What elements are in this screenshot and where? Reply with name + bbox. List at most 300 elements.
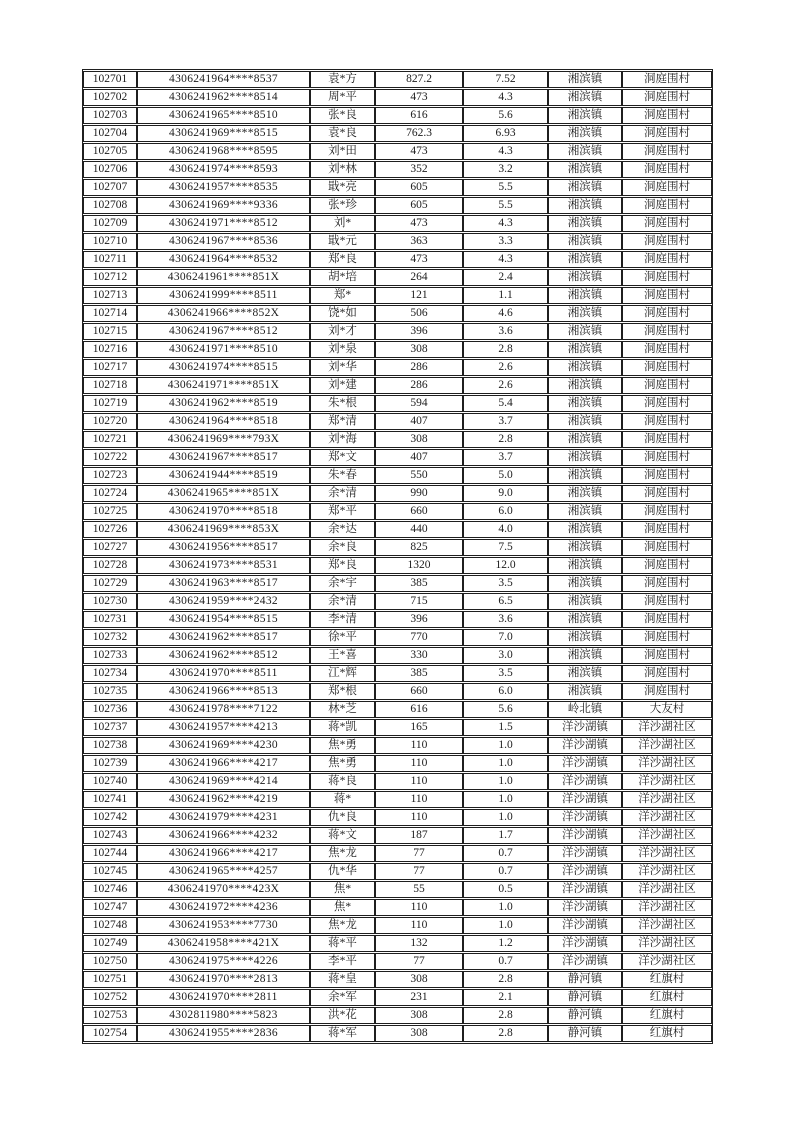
cell-id-number: 4306241953****7730	[137, 917, 310, 934]
cell-town: 湘滨镇	[548, 593, 622, 610]
cell-amount: 715	[375, 593, 463, 610]
cell-amount: 165	[375, 719, 463, 736]
cell-town: 湘滨镇	[548, 611, 622, 628]
cell-name: 焦*勇	[310, 737, 375, 754]
cell-id-number: 4306241970****2813	[137, 971, 310, 988]
cell-village: 洞庭围村	[622, 503, 712, 520]
cell-id-number: 4306241969****4214	[137, 773, 310, 790]
cell-name: 余*达	[310, 521, 375, 538]
cell-id-number: 4306241969****853X	[137, 521, 310, 538]
table-row	[83, 701, 712, 718]
cell-id-number: 4306241966****852X	[137, 305, 310, 322]
cell-town: 湘滨镇	[548, 359, 622, 376]
cell-name: 郑*文	[310, 449, 375, 466]
table-row	[83, 971, 712, 988]
cell-amount: 110	[375, 917, 463, 934]
cell-id-number: 4306241999****8511	[137, 287, 310, 304]
cell-id-number: 4306241978****7122	[137, 701, 310, 718]
cell-town: 湘滨镇	[548, 323, 622, 340]
cell-index: 102707	[83, 179, 137, 196]
cell-town: 湘滨镇	[548, 71, 622, 88]
cell-index: 102753	[83, 1007, 137, 1024]
cell-name: 洪*花	[310, 1007, 375, 1024]
cell-rate: 6.93	[463, 125, 548, 142]
cell-name: 蒋*平	[310, 935, 375, 952]
cell-village: 洞庭围村	[622, 539, 712, 556]
cell-village: 洞庭围村	[622, 179, 712, 196]
cell-village: 洞庭围村	[622, 323, 712, 340]
cell-town: 湘滨镇	[548, 683, 622, 700]
cell-index: 102743	[83, 827, 137, 844]
cell-name: 林*芝	[310, 701, 375, 718]
cell-id-number: 4306241969****8515	[137, 125, 310, 142]
cell-town: 湘滨镇	[548, 665, 622, 682]
cell-name: 刘*	[310, 215, 375, 232]
cell-village: 洞庭围村	[622, 233, 712, 250]
cell-index: 102711	[83, 251, 137, 268]
cell-id-number: 4306241971****8512	[137, 215, 310, 232]
cell-index: 102725	[83, 503, 137, 520]
cell-id-number: 4306241962****8514	[137, 89, 310, 106]
cell-town: 静河镇	[548, 989, 622, 1006]
cell-name: 刘*建	[310, 377, 375, 394]
cell-amount: 77	[375, 863, 463, 880]
cell-village: 洞庭围村	[622, 269, 712, 286]
table-row	[83, 881, 712, 898]
cell-id-number: 4306241974****8593	[137, 161, 310, 178]
cell-name: 焦*勇	[310, 755, 375, 772]
cell-id-number: 4306241962****8512	[137, 647, 310, 664]
cell-index: 102706	[83, 161, 137, 178]
cell-name: 蒋*凯	[310, 719, 375, 736]
cell-rate: 4.0	[463, 521, 548, 538]
cell-index: 102732	[83, 629, 137, 646]
cell-village: 洞庭围村	[622, 557, 712, 574]
cell-rate: 3.6	[463, 611, 548, 628]
cell-index: 102708	[83, 197, 137, 214]
cell-amount: 660	[375, 683, 463, 700]
cell-rate: 3.2	[463, 161, 548, 178]
cell-amount: 110	[375, 809, 463, 826]
cell-amount: 605	[375, 197, 463, 214]
cell-amount: 308	[375, 341, 463, 358]
table-row	[83, 863, 712, 880]
cell-amount: 396	[375, 323, 463, 340]
table-row	[83, 449, 712, 466]
cell-town: 洋沙湖镇	[548, 719, 622, 736]
table-row	[83, 161, 712, 178]
cell-town: 洋沙湖镇	[548, 899, 622, 916]
cell-rate: 2.1	[463, 989, 548, 1006]
cell-name: 蒋*良	[310, 773, 375, 790]
cell-rate: 1.2	[463, 935, 548, 952]
cell-amount: 616	[375, 701, 463, 718]
cell-name: 朱*春	[310, 467, 375, 484]
cell-rate: 9.0	[463, 485, 548, 502]
cell-town: 洋沙湖镇	[548, 845, 622, 862]
cell-village: 洞庭围村	[622, 575, 712, 592]
cell-amount: 308	[375, 431, 463, 448]
cell-name: 徐*平	[310, 629, 375, 646]
cell-id-number: 4306241966****8513	[137, 683, 310, 700]
cell-village: 洞庭围村	[622, 467, 712, 484]
cell-index: 102746	[83, 881, 137, 898]
cell-rate: 3.5	[463, 665, 548, 682]
cell-town: 洋沙湖镇	[548, 881, 622, 898]
cell-id-number: 4306241970****423X	[137, 881, 310, 898]
cell-town: 湘滨镇	[548, 413, 622, 430]
table-row	[83, 197, 712, 214]
cell-index: 102736	[83, 701, 137, 718]
cell-rate: 1.0	[463, 773, 548, 790]
cell-index: 102717	[83, 359, 137, 376]
cell-index: 102722	[83, 449, 137, 466]
cell-rate: 5.6	[463, 701, 548, 718]
table-row	[83, 341, 712, 358]
cell-town: 洋沙湖镇	[548, 953, 622, 970]
cell-village: 洞庭围村	[622, 413, 712, 430]
cell-town: 洋沙湖镇	[548, 917, 622, 934]
cell-rate: 5.5	[463, 179, 548, 196]
table-row	[83, 827, 712, 844]
table-row	[83, 791, 712, 808]
cell-id-number: 4306241969****9336	[137, 197, 310, 214]
table-body	[83, 71, 712, 1042]
cell-village: 洋沙湖社区	[622, 791, 712, 808]
cell-index: 102742	[83, 809, 137, 826]
cell-index: 102729	[83, 575, 137, 592]
cell-village: 洋沙湖社区	[622, 953, 712, 970]
cell-name: 刘*林	[310, 161, 375, 178]
cell-rate: 3.7	[463, 449, 548, 466]
beneficiary-data-table	[82, 69, 713, 1044]
cell-name: 李*平	[310, 953, 375, 970]
cell-town: 湘滨镇	[548, 197, 622, 214]
table-row	[83, 1025, 712, 1042]
cell-rate: 12.0	[463, 557, 548, 574]
cell-id-number: 4306241954****8515	[137, 611, 310, 628]
cell-rate: 2.8	[463, 341, 548, 358]
cell-town: 湘滨镇	[548, 215, 622, 232]
cell-name: 焦*	[310, 881, 375, 898]
cell-name: 余*军	[310, 989, 375, 1006]
cell-village: 洞庭围村	[622, 449, 712, 466]
cell-index: 102731	[83, 611, 137, 628]
cell-id-number: 4306241965****851X	[137, 485, 310, 502]
cell-amount: 286	[375, 359, 463, 376]
cell-town: 静河镇	[548, 971, 622, 988]
table-row	[83, 755, 712, 772]
cell-index: 102718	[83, 377, 137, 394]
cell-amount: 770	[375, 629, 463, 646]
cell-index: 102738	[83, 737, 137, 754]
cell-town: 湘滨镇	[548, 485, 622, 502]
cell-name: 郑*根	[310, 683, 375, 700]
cell-village: 洋沙湖社区	[622, 881, 712, 898]
cell-amount: 762.3	[375, 125, 463, 142]
cell-village: 洞庭围村	[622, 305, 712, 322]
table-row	[83, 719, 712, 736]
cell-village: 洞庭围村	[622, 197, 712, 214]
cell-id-number: 4306241968****8595	[137, 143, 310, 160]
cell-index: 102752	[83, 989, 137, 1006]
cell-index: 102713	[83, 287, 137, 304]
cell-id-number: 4306241956****8517	[137, 539, 310, 556]
cell-id-number: 4306241964****8537	[137, 71, 310, 88]
table-row	[83, 305, 712, 322]
cell-name: 袁*方	[310, 71, 375, 88]
cell-rate: 0.7	[463, 953, 548, 970]
cell-index: 102719	[83, 395, 137, 412]
cell-village: 大友村	[622, 701, 712, 718]
cell-index: 102749	[83, 935, 137, 952]
cell-town: 湘滨镇	[548, 539, 622, 556]
cell-name: 蒋*军	[310, 1025, 375, 1042]
cell-town: 洋沙湖镇	[548, 737, 622, 754]
cell-id-number: 4306241971****851X	[137, 377, 310, 394]
table-row	[83, 917, 712, 934]
cell-town: 洋沙湖镇	[548, 791, 622, 808]
table-row	[83, 953, 712, 970]
cell-town: 湘滨镇	[548, 467, 622, 484]
cell-id-number: 4306241962****8517	[137, 629, 310, 646]
cell-index: 102741	[83, 791, 137, 808]
cell-index: 102727	[83, 539, 137, 556]
cell-amount: 264	[375, 269, 463, 286]
cell-index: 102750	[83, 953, 137, 970]
cell-id-number: 4306241973****8531	[137, 557, 310, 574]
cell-amount: 385	[375, 665, 463, 682]
cell-index: 102740	[83, 773, 137, 790]
cell-rate: 1.1	[463, 287, 548, 304]
cell-index: 102735	[83, 683, 137, 700]
table-row	[83, 575, 712, 592]
cell-village: 洞庭围村	[622, 395, 712, 412]
cell-village: 洋沙湖社区	[622, 809, 712, 826]
cell-name: 郑*良	[310, 251, 375, 268]
cell-rate: 5.5	[463, 197, 548, 214]
table-row	[83, 503, 712, 520]
cell-id-number: 4306241965****8510	[137, 107, 310, 124]
cell-index: 102702	[83, 89, 137, 106]
cell-village: 洞庭围村	[622, 89, 712, 106]
table-row	[83, 215, 712, 232]
cell-name: 郑*平	[310, 503, 375, 520]
cell-town: 洋沙湖镇	[548, 755, 622, 772]
cell-town: 洋沙湖镇	[548, 809, 622, 826]
cell-rate: 1.0	[463, 917, 548, 934]
cell-amount: 473	[375, 143, 463, 160]
cell-amount: 616	[375, 107, 463, 124]
cell-name: 江*辉	[310, 665, 375, 682]
cell-village: 洋沙湖社区	[622, 917, 712, 934]
cell-town: 湘滨镇	[548, 377, 622, 394]
cell-index: 102703	[83, 107, 137, 124]
cell-rate: 7.52	[463, 71, 548, 88]
cell-rate: 1.7	[463, 827, 548, 844]
cell-id-number: 4306241966****4217	[137, 845, 310, 862]
table-row	[83, 323, 712, 340]
cell-rate: 4.3	[463, 215, 548, 232]
cell-index: 102715	[83, 323, 137, 340]
cell-rate: 0.7	[463, 863, 548, 880]
cell-rate: 2.8	[463, 1007, 548, 1024]
table-row	[83, 593, 712, 610]
cell-rate: 5.4	[463, 395, 548, 412]
table-row	[83, 557, 712, 574]
cell-id-number: 4306241961****851X	[137, 269, 310, 286]
cell-rate: 3.6	[463, 323, 548, 340]
cell-town: 湘滨镇	[548, 233, 622, 250]
cell-amount: 363	[375, 233, 463, 250]
cell-village: 洋沙湖社区	[622, 719, 712, 736]
cell-rate: 2.6	[463, 359, 548, 376]
cell-rate: 1.5	[463, 719, 548, 736]
cell-amount: 231	[375, 989, 463, 1006]
cell-name: 郑*	[310, 287, 375, 304]
cell-rate: 3.5	[463, 575, 548, 592]
cell-id-number: 4306241967****8512	[137, 323, 310, 340]
cell-rate: 1.0	[463, 791, 548, 808]
cell-village: 洞庭围村	[622, 647, 712, 664]
cell-village: 洋沙湖社区	[622, 899, 712, 916]
cell-rate: 0.7	[463, 845, 548, 862]
cell-village: 洞庭围村	[622, 377, 712, 394]
cell-town: 湘滨镇	[548, 269, 622, 286]
cell-name: 刘*海	[310, 431, 375, 448]
cell-town: 湘滨镇	[548, 629, 622, 646]
cell-town: 湘滨镇	[548, 521, 622, 538]
table-row	[83, 71, 712, 88]
cell-amount: 187	[375, 827, 463, 844]
table-row	[83, 251, 712, 268]
cell-name: 张*珍	[310, 197, 375, 214]
cell-name: 李*清	[310, 611, 375, 628]
cell-name: 余*清	[310, 485, 375, 502]
cell-index: 102733	[83, 647, 137, 664]
cell-id-number: 4306241975****4226	[137, 953, 310, 970]
cell-amount: 473	[375, 251, 463, 268]
cell-name: 周*平	[310, 89, 375, 106]
cell-village: 洞庭围村	[622, 161, 712, 178]
cell-rate: 4.3	[463, 251, 548, 268]
cell-village: 洞庭围村	[622, 611, 712, 628]
cell-village: 洞庭围村	[622, 359, 712, 376]
cell-village: 洞庭围村	[622, 431, 712, 448]
cell-town: 湘滨镇	[548, 125, 622, 142]
cell-name: 刘*泉	[310, 341, 375, 358]
cell-amount: 473	[375, 215, 463, 232]
cell-rate: 5.6	[463, 107, 548, 124]
cell-rate: 3.7	[463, 413, 548, 430]
cell-name: 袁*良	[310, 125, 375, 142]
cell-name: 余*良	[310, 539, 375, 556]
cell-id-number: 4306241964****8518	[137, 413, 310, 430]
table-row	[83, 413, 712, 430]
cell-index: 102723	[83, 467, 137, 484]
cell-rate: 1.0	[463, 899, 548, 916]
cell-village: 洞庭围村	[622, 215, 712, 232]
cell-name: 刘*田	[310, 143, 375, 160]
cell-name: 仇*华	[310, 863, 375, 880]
cell-rate: 7.0	[463, 629, 548, 646]
cell-index: 102724	[83, 485, 137, 502]
cell-amount: 440	[375, 521, 463, 538]
cell-rate: 2.8	[463, 1025, 548, 1042]
cell-amount: 121	[375, 287, 463, 304]
cell-index: 102737	[83, 719, 137, 736]
cell-name: 王*喜	[310, 647, 375, 664]
cell-id-number: 4306241969****793X	[137, 431, 310, 448]
cell-village: 洞庭围村	[622, 287, 712, 304]
table-row	[83, 611, 712, 628]
table-row	[83, 1007, 712, 1024]
table-row	[83, 539, 712, 556]
table-row	[83, 989, 712, 1006]
table-row	[83, 179, 712, 196]
cell-id-number: 4306241944****8519	[137, 467, 310, 484]
cell-name: 饶*如	[310, 305, 375, 322]
cell-rate: 5.0	[463, 467, 548, 484]
cell-amount: 385	[375, 575, 463, 592]
cell-index: 102704	[83, 125, 137, 142]
cell-amount: 827.2	[375, 71, 463, 88]
table-row	[83, 737, 712, 754]
cell-id-number: 4306241967****8517	[137, 449, 310, 466]
cell-village: 洞庭围村	[622, 683, 712, 700]
cell-id-number: 4306241974****8515	[137, 359, 310, 376]
cell-village: 洞庭围村	[622, 251, 712, 268]
cell-village: 洋沙湖社区	[622, 863, 712, 880]
cell-village: 红旗村	[622, 1025, 712, 1042]
cell-amount: 825	[375, 539, 463, 556]
cell-id-number: 4306241965****4257	[137, 863, 310, 880]
cell-index: 102714	[83, 305, 137, 322]
cell-id-number: 4306241958****421X	[137, 935, 310, 952]
table-row	[83, 269, 712, 286]
cell-rate: 7.5	[463, 539, 548, 556]
cell-town: 湘滨镇	[548, 89, 622, 106]
cell-id-number: 4306241971****8510	[137, 341, 310, 358]
table-row	[83, 377, 712, 394]
cell-amount: 308	[375, 971, 463, 988]
cell-index: 102744	[83, 845, 137, 862]
table-row	[83, 395, 712, 412]
cell-rate: 4.3	[463, 143, 548, 160]
cell-village: 洋沙湖社区	[622, 755, 712, 772]
cell-amount: 990	[375, 485, 463, 502]
table-row	[83, 431, 712, 448]
table-row	[83, 665, 712, 682]
cell-name: 余*宇	[310, 575, 375, 592]
table-row	[83, 467, 712, 484]
cell-town: 湘滨镇	[548, 287, 622, 304]
cell-town: 湘滨镇	[548, 647, 622, 664]
cell-village: 洞庭围村	[622, 593, 712, 610]
cell-rate: 0.5	[463, 881, 548, 898]
cell-amount: 77	[375, 953, 463, 970]
cell-rate: 2.4	[463, 269, 548, 286]
cell-village: 洞庭围村	[622, 125, 712, 142]
cell-rate: 1.0	[463, 755, 548, 772]
cell-rate: 6.5	[463, 593, 548, 610]
cell-name: 朱*根	[310, 395, 375, 412]
table-row	[83, 125, 712, 142]
cell-village: 洞庭围村	[622, 521, 712, 538]
cell-village: 洋沙湖社区	[622, 773, 712, 790]
cell-index: 102728	[83, 557, 137, 574]
table-row	[83, 107, 712, 124]
